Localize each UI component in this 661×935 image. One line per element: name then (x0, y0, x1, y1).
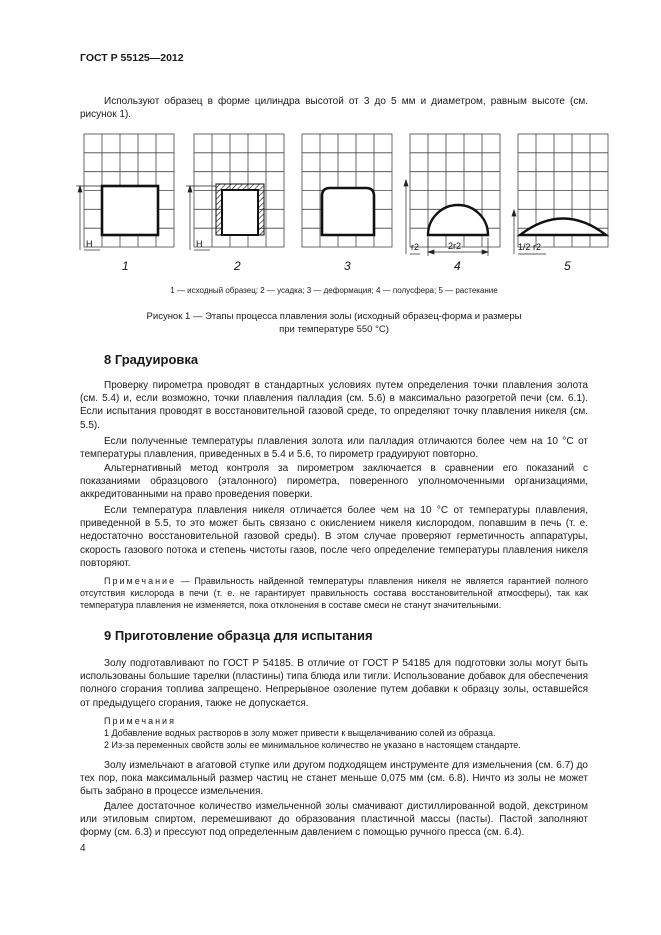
panel-4-dim-label: r2 (411, 242, 420, 252)
intro-paragraph: Используют образец в форме цилиндра высотой от 3 до 5 мм и диаметром, равным высоте (см. рисунок 1). (80, 96, 588, 121)
figure-melting-stages (70, 130, 620, 280)
section-8-note (80, 575, 588, 611)
section-8-note-text: — Правильность найденной температуры плавления никеля не является гарантией полного отсутствия кислорода в печи (т. е. не гарантирует правильность состава восстановительной атмосферы), так как температура плавления не изменяется, пока отклонения в составе смеси не станут значительными. (80, 576, 588, 610)
panel-3-number: 3 (344, 259, 351, 273)
section-8-paragraph-2: Если полученные температуры плавления золота или палладия отличаются более чем на 10 °С от температуры плавления, приведенных в 5.4 и 5.6, то пирометр градуируют повторно. (80, 436, 588, 461)
section-8-paragraph-1: Проверку пирометра проводят в стандартных условиях путем определения точки плавления золота (см. 5.4) и, если возможно, точки плавления палладия (см. 5.6) в максимально разогретой печи (см. 6.1). Если испытания проводят в восстановительной газовой среде, то определяют точку плавления никеля (см. 5.5). (80, 380, 588, 431)
figure-caption-line-2: при температуре 550 °С) (279, 323, 389, 335)
panel-1-original-sample (76, 134, 174, 273)
figure-caption-line-1: Рисунок 1 — Этапы процесса плавления золы (исходный образец-форма и размеры (146, 311, 522, 322)
panel-1-dim-label: H (86, 239, 93, 249)
section-9-notes (80, 715, 588, 751)
panel-1-number: 1 (122, 259, 129, 273)
section-8-note-label: Примечание (104, 576, 177, 586)
document-header: ГОСТ Р 55125—2012 (80, 52, 184, 64)
panel-2-shrinkage (186, 134, 284, 273)
panel-4-number: 4 (454, 259, 461, 273)
figure-caption (80, 311, 588, 336)
section-9-notes-label: Примечания (104, 716, 176, 726)
section-9-note-2: 2 Из-за переменных свойств золы ее минимальное количество не указано в настоящем стандарте. (104, 740, 521, 750)
panel-5-number: 5 (564, 259, 571, 273)
panel-2-dim-label: H (196, 239, 203, 249)
section-9-note-1: 1 Добавление водных растворов в золу может привести к выщелачиванию солей из образца. (104, 728, 496, 738)
panel-4-hemisphere (404, 134, 500, 273)
panel-5-dim-label: 1/2 r2 (518, 242, 542, 252)
panel-4-width-label: 2r2 (448, 241, 462, 251)
panel-3-deformation (302, 134, 392, 273)
section-9-paragraph-1: Золу подготавливают по ГОСТ Р 54185. В отличие от ГОСТ Р 54185 для подготовки золы могут быть использованы большие тарелки (пластины) типа блюда или тигли. Использование добавок для обеспечения полного сгорания топлива запрещено. Непрерывное озоление путем добавки к образцу золы, оставшейся от предыдущего сгорания, также не допускается. (80, 658, 588, 709)
section-8-title: 8 Градуировка (104, 352, 199, 367)
section-9-paragraph-2: Золу измельчают в агатовой ступке или другом подходящем инструменте для измельчения (см. 6.7) до тех пор, пока максимальный размер частиц не станет меньше 0,075 мм (см. 6.8). Ничто из золы не может быть забрано в процессе измельчения. (80, 760, 588, 798)
section-9-title: 9 Приготовление образца для испытания (104, 628, 373, 643)
section-8-paragraph-3: Альтернативный метод контроля за пирометром заключается в сравнении его показаний с показаниями образцового (эталонного) пирометра, поверенного уполномоченными организациями, аккредитованными на право проведения поверки. (80, 463, 588, 501)
panel-2-number: 2 (234, 259, 241, 273)
figure-legend: 1 — исходный образец; 2 — усадка; 3 — деформация; 4 — полусфера; 5 — растекание (170, 286, 498, 295)
panel-5-spreading (512, 134, 608, 273)
section-8-paragraph-4: Если температура плавления никеля отличается более чем на 10 °С от температуры плавления, приведенной в 5.5, то это может быть связано с окислением никеля кислородом, попавшим в печь (т. е. недостаточно восстановительной газовой среды). В этом случае проверяют герметичность аппаратуры, скорость газового потока и степень чистоты газов, после чего определение температуры плавления никеля повторяют. (80, 505, 588, 569)
page-number: 4 (80, 843, 86, 854)
section-9-paragraph-3: Далее достаточное количество измельченной золы смачивают дистиллированной водой, декстрином или этиловым спиртом, перемешивают до образования пластичной массы (пасты). Пастой заполняют форму (см. 6.3) и прессуют под определенным давлением с помощью ручного пресса (см. 6.4). (80, 801, 588, 839)
